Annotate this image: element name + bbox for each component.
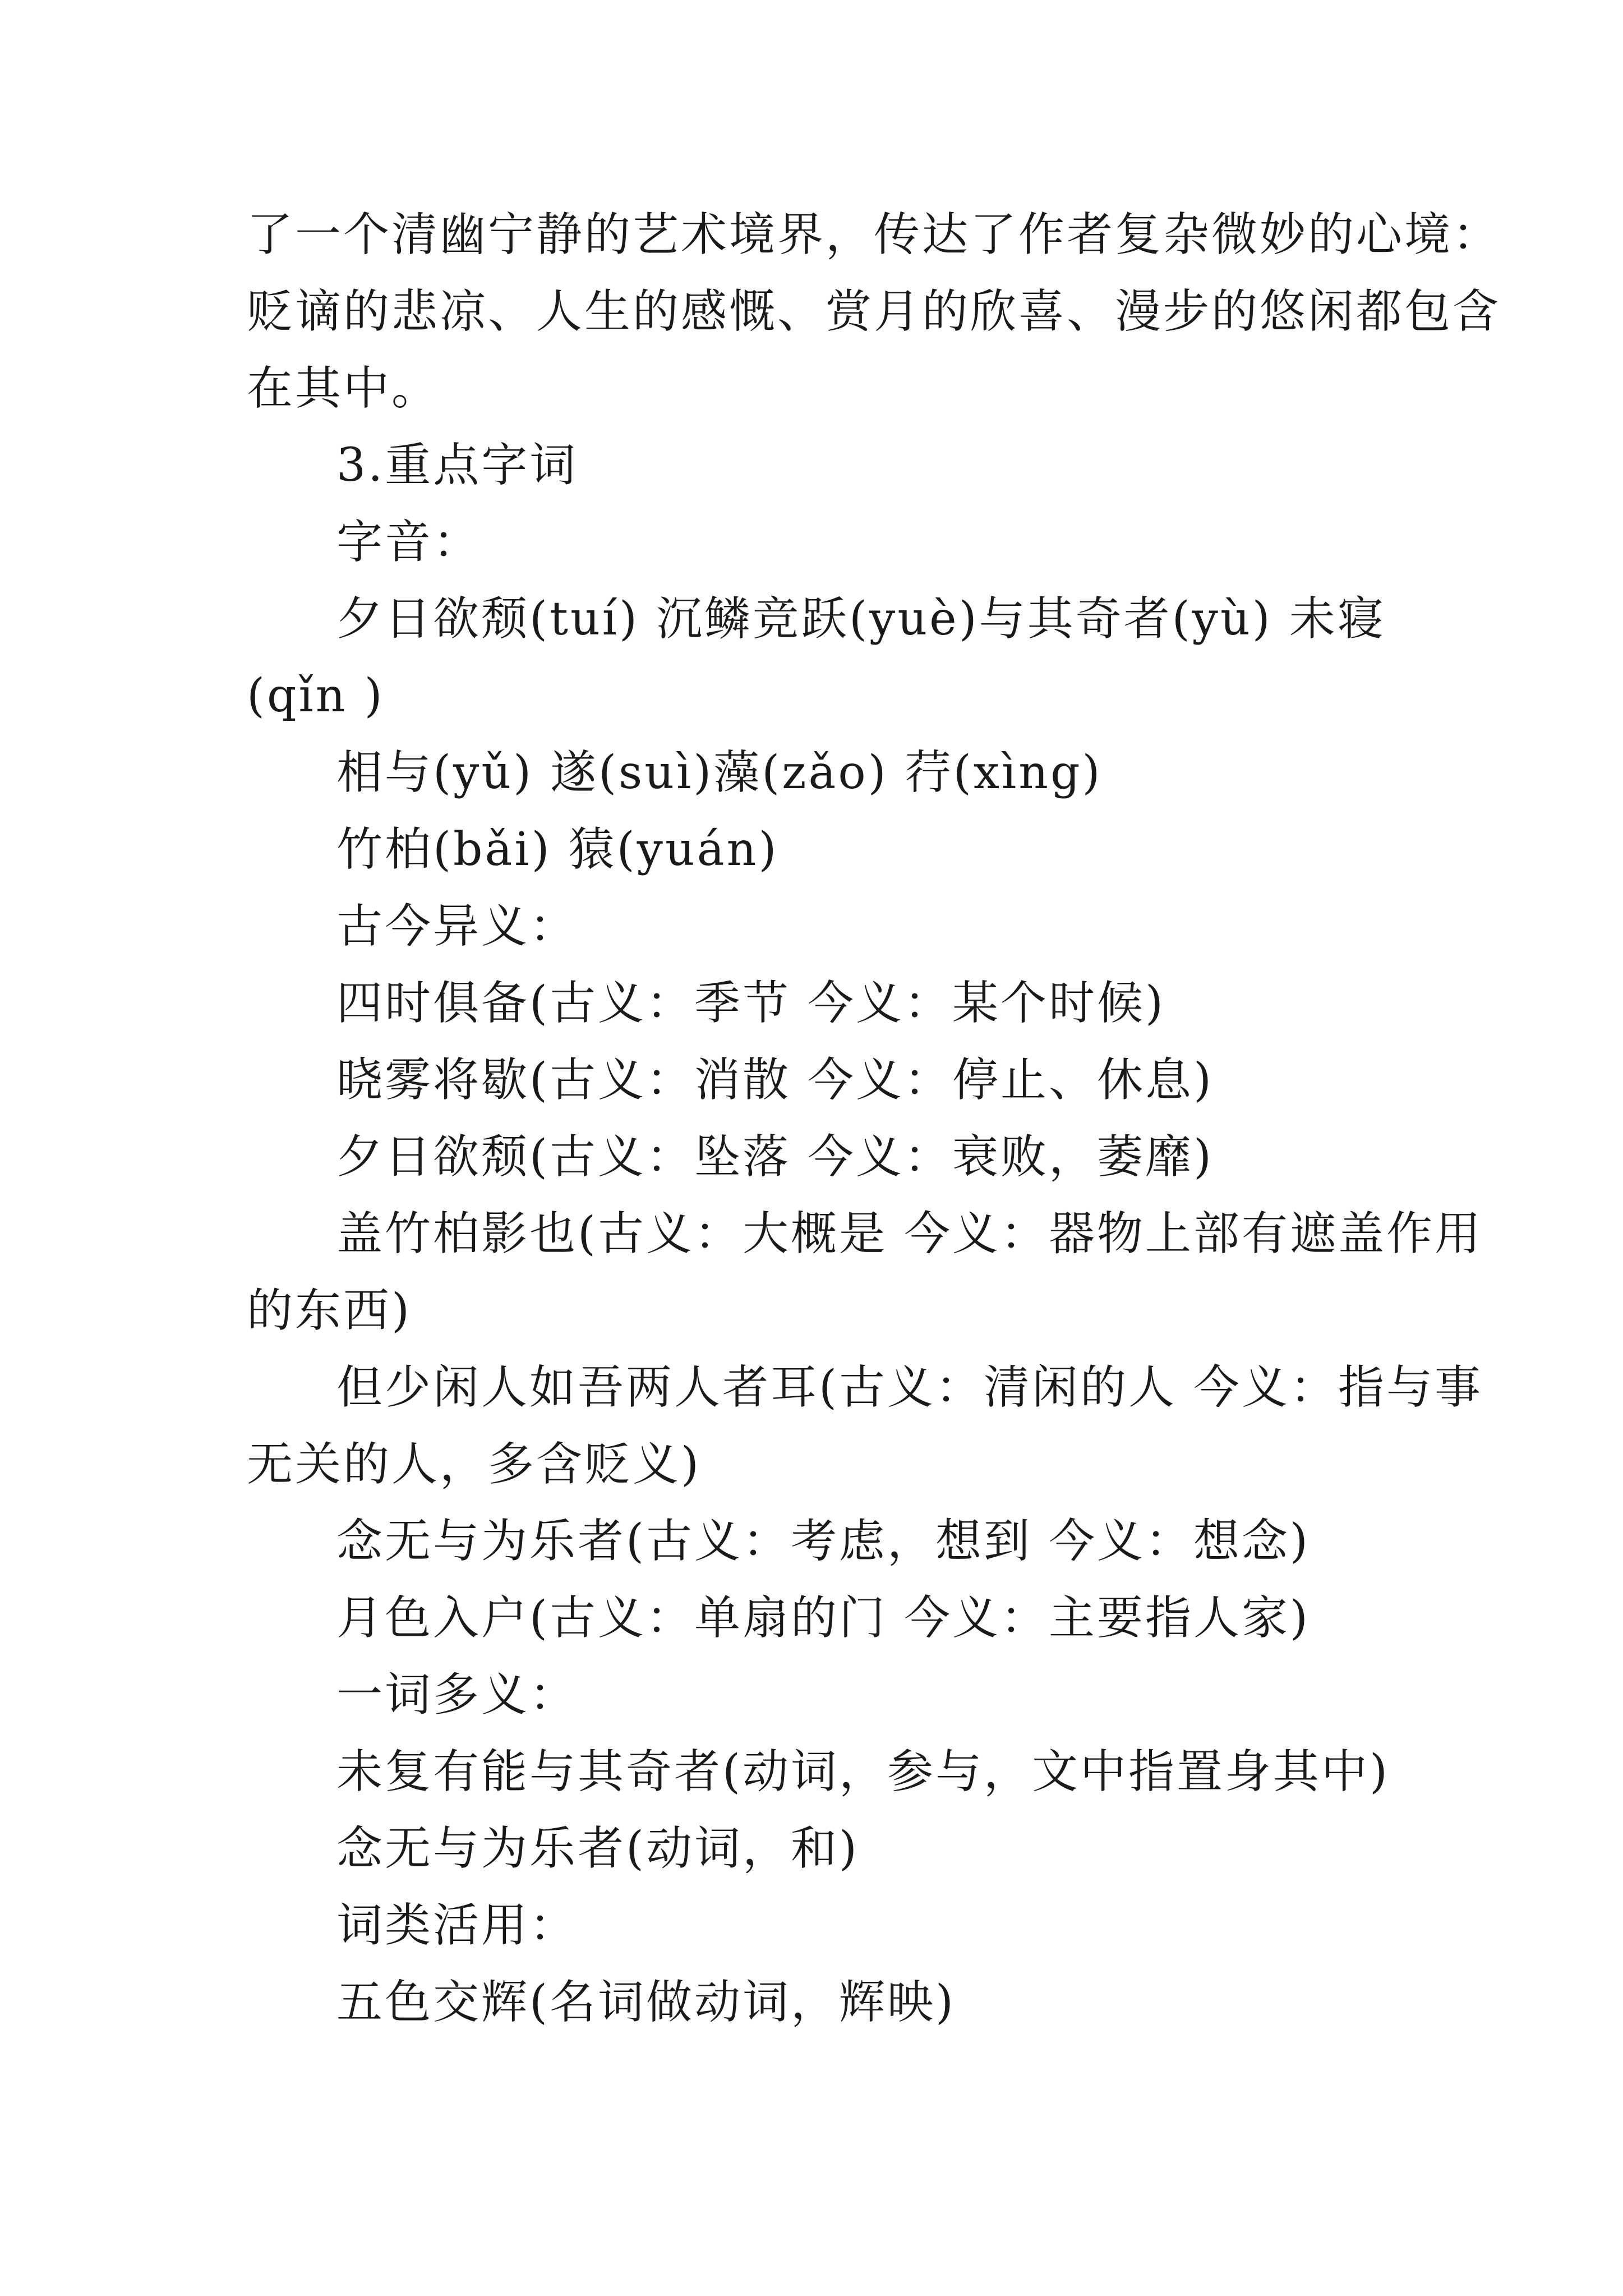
text-line: 四时俱备(古义：季节 今义：某个时候) [336, 977, 1166, 1030]
text-line: 了一个清幽宁静的艺术境界，传达了作者复杂微妙的心境： [247, 208, 1501, 261]
text-line: 在其中。 [247, 362, 440, 415]
text-line: 相与(yǔ) 遂(suì)藻(zǎo) 荇(xìng) [336, 746, 1103, 799]
text-line: 词类活用： [336, 1899, 578, 1952]
text-line: 五色交辉(名词做动词，辉映) [336, 1976, 956, 2029]
text-line: 夕日欲颓(tuí) 沉鳞竞跃(yuè)与其奇者(yù) 未寝 [336, 592, 1386, 646]
text-line: 一词多义： [336, 1668, 578, 1722]
text-line: 夕日欲颓(古义：坠落 今义：衰败，萎靡) [336, 1130, 1214, 1184]
text-line: 古今异义： [336, 900, 578, 953]
text-line: 念无与为乐者(动词，和) [336, 1822, 859, 1875]
text-line: 竹柏(bǎi) 猿(yuán) [336, 823, 779, 876]
text-line: 月色入户(古义：单扇的门 今义：主要指人家) [336, 1591, 1311, 1645]
text-line: 无关的人，多含贬义) [247, 1438, 701, 1491]
text-line: 贬谪的悲凉、人生的感慨、赏月的欣喜、漫步的悠闲都包含 [247, 285, 1501, 338]
document-body [247, 196, 1501, 2041]
text-line: 念无与为乐者(古义：考虑，想到 今义：想念) [336, 1515, 1311, 1568]
text-line: 盖竹柏影也(古义：大概是 今义：器物上部有遮盖作用 [336, 1207, 1483, 1260]
text-line: 未复有能与其奇者(动词，参与，文中指置身其中) [336, 1745, 1390, 1798]
text-line: 晓雾将歇(古义：消散 今义：停止、休息) [336, 1053, 1214, 1107]
text-line: 字音： [336, 516, 482, 569]
text-line: 的东西) [247, 1284, 412, 1337]
text-line: (qǐn ) [247, 669, 385, 723]
text-line: 3.重点字词 [336, 439, 578, 492]
text-line: 但少闲人如吾两人者耳(古义：清闲的人 今义：指与事 [336, 1361, 1483, 1414]
